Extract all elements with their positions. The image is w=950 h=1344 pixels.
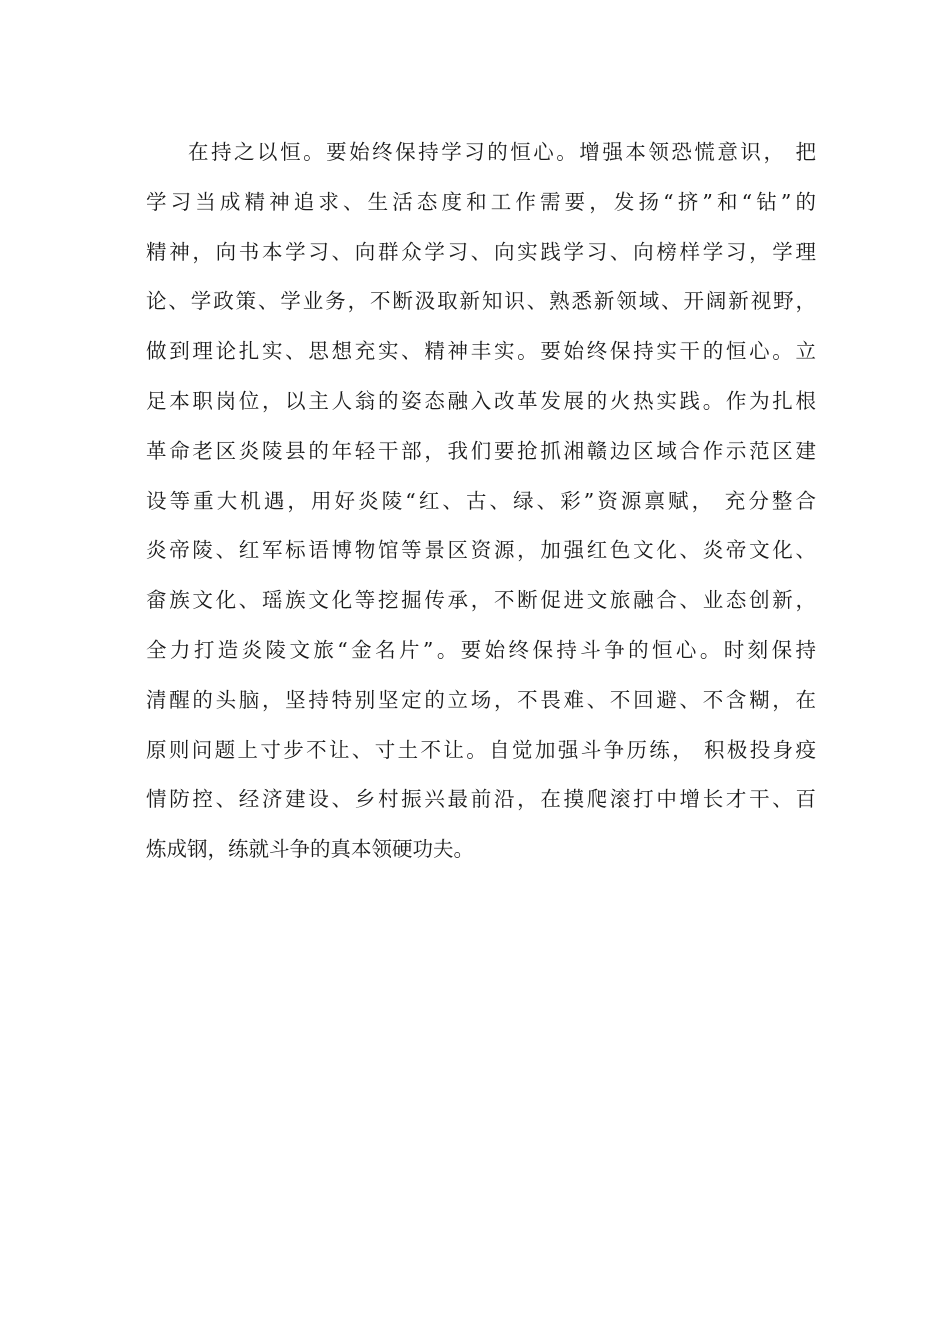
paragraph-line: 足本职岗位，以主人翁的姿态融入改革发展的火热实践。作为扎根 bbox=[146, 388, 816, 413]
paragraph-line: 清醒的头脑，坚持特别坚定的立场，不畏难、不回避、不含糊，在 bbox=[146, 687, 816, 712]
paragraph-line: 学习当成精神追求、生活态度和工作需要，发扬“挤”和“钻”的 bbox=[146, 189, 816, 214]
paragraph-line: 炎帝陵、红军标语博物馆等景区资源，加强红色文化、炎帝文化、 bbox=[146, 538, 816, 563]
paragraph-line: 设等重大机遇，用好炎陵“红、古、绿、彩”资源禀赋， 充分整合 bbox=[146, 488, 816, 513]
paragraph-line: 在持之以恒。要始终保持学习的恒心。增强本领恐慌意识， 把 bbox=[188, 140, 816, 164]
body-paragraph bbox=[146, 133, 816, 880]
paragraph-line: 论、学政策、学业务，不断汲取新知识、熟悉新领域、开阔新视野， bbox=[146, 289, 816, 314]
paragraph-line: 革命老区炎陵县的年轻干部，我们要抢抓湘赣边区域合作示范区建 bbox=[146, 438, 816, 463]
paragraph-line: 情防控、经济建设、乡村振兴最前沿，在摸爬滚打中增长才干、百 bbox=[146, 787, 816, 812]
paragraph-line: 原则问题上寸步不让、寸土不让。自觉加强斗争历练， 积极投身疫 bbox=[146, 737, 816, 762]
paragraph-line: 畲族文化、瑶族文化等挖掘传承，不断促进文旅融合、业态创新， bbox=[146, 588, 816, 613]
paragraph-line: 精神，向书本学习、向群众学习、向实践学习、向榜样学习，学理 bbox=[146, 239, 816, 264]
paragraph-line: 炼成钢，练就斗争的真本领硬功夫。 bbox=[146, 837, 474, 862]
paragraph-line: 全力打造炎陵文旅“金名片”。要始终保持斗争的恒心。时刻保持 bbox=[146, 637, 816, 662]
paragraph-line: 做到理论扎实、思想充实、精神丰实。要始终保持实干的恒心。立 bbox=[146, 339, 816, 364]
